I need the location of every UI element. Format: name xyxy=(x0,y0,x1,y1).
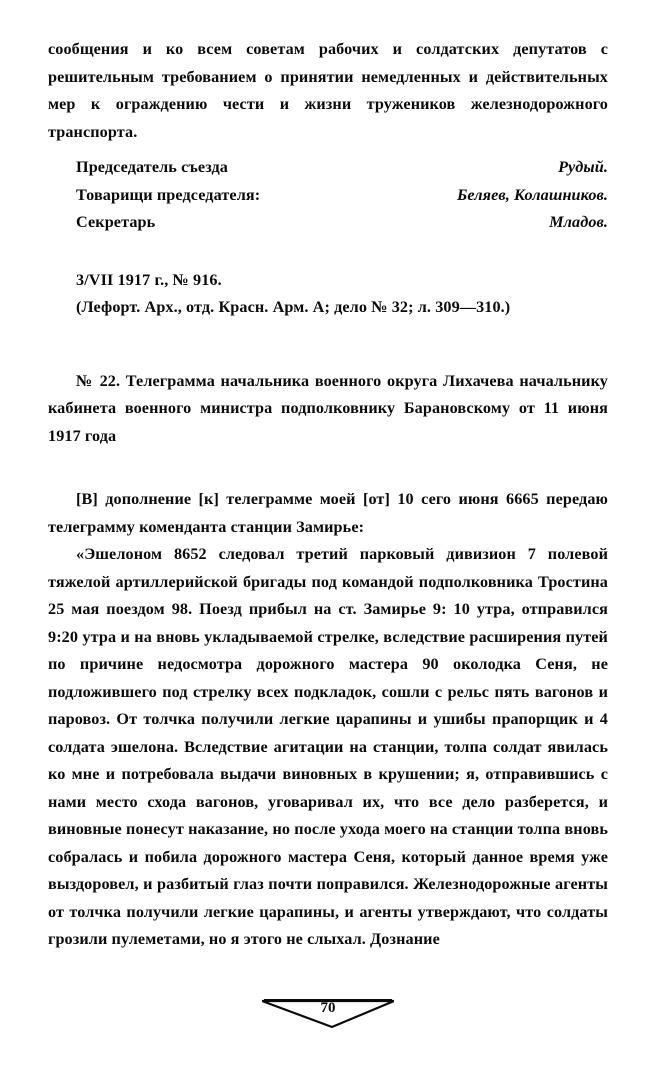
signature-name: Рудый. xyxy=(558,158,608,176)
page-body xyxy=(48,36,608,954)
date-line: 3/VII 1917 г., № 916. xyxy=(76,270,222,289)
intro-paragraph: [В] дополнение [к] телеграмме моей [от] 10 сего июня 6665 передаю телеграмму коменданта станции Замирье: xyxy=(48,490,608,536)
signature-role: Секретарь xyxy=(76,213,156,231)
footer-ornament xyxy=(262,999,394,1029)
signature-name: Беляев, Колашников. xyxy=(456,185,608,204)
signature-role: Товарищи председателя: xyxy=(76,185,261,204)
page-number: 70 xyxy=(320,1000,336,1016)
section-heading: № 22. Телеграмма начальника военного округа Лихачева начальнику кабинета военного министра подполковнику Барановскому от 11 июня 1917 года xyxy=(48,371,608,445)
signature-block xyxy=(48,154,608,237)
signature-name: Младов. xyxy=(549,213,608,231)
signature-row xyxy=(48,154,608,182)
archive-reference-line: (Лефорт. Арх., отд. Красн. Арм. А; дело № 32; л. 309—310.) xyxy=(76,298,511,316)
signature-row xyxy=(48,209,608,237)
main-paragraph: «Эшелоном 8652 следовал третий парковый дивизион 7 полевой тяжелой артиллерийской бригады под командой подполковника Тростина 25 мая поездом 98. Поезд прибыл на ст. Замирье 9: 10 утра, отправился 9:20 утра и на вновь укладываемой стрелке, вследствие расширения путей по причине недосмотра дорожного мастера 90 околодка Сеня, не подложившего под стрелку всех подкладок, сошли с рельс пять вагонов и паровоз. От толчка получили легкие царапины и ушибы прапорщик и 4 солдата эшелона. Вследствие агитации на станции, толпа солдат явилась ко мне и потребовала выдачи виновных в крушении; я, отправившись с нами место схода вагонов, уговаривал их, что все дело разберется, и виновные понесут наказание, но после ухода моего на станции толпа вновь собралась и побила дорожного мастера Сеня, который данное время уже выздоровел, и разбитый глаз почти поправился. Железнодорожные агенты от толчка получили легкие царапины, и агенты утверждают, что солдаты грозили пулеметами, но я этого не слыхал. Дознание xyxy=(48,545,608,949)
signature-row xyxy=(48,182,608,210)
spacer xyxy=(48,237,608,267)
page-footer xyxy=(0,999,656,1029)
spacer xyxy=(48,322,608,352)
continued-paragraph: сообщения и ко всем советам рабочих и солдатских депутатов с решительным требованием о принятии немедленных и действительных мер к ограждению чести и жизни тружеников железнодорожного транспорта. xyxy=(48,40,608,141)
spacer xyxy=(48,466,608,486)
signature-role: Председатель съезда xyxy=(76,158,228,176)
